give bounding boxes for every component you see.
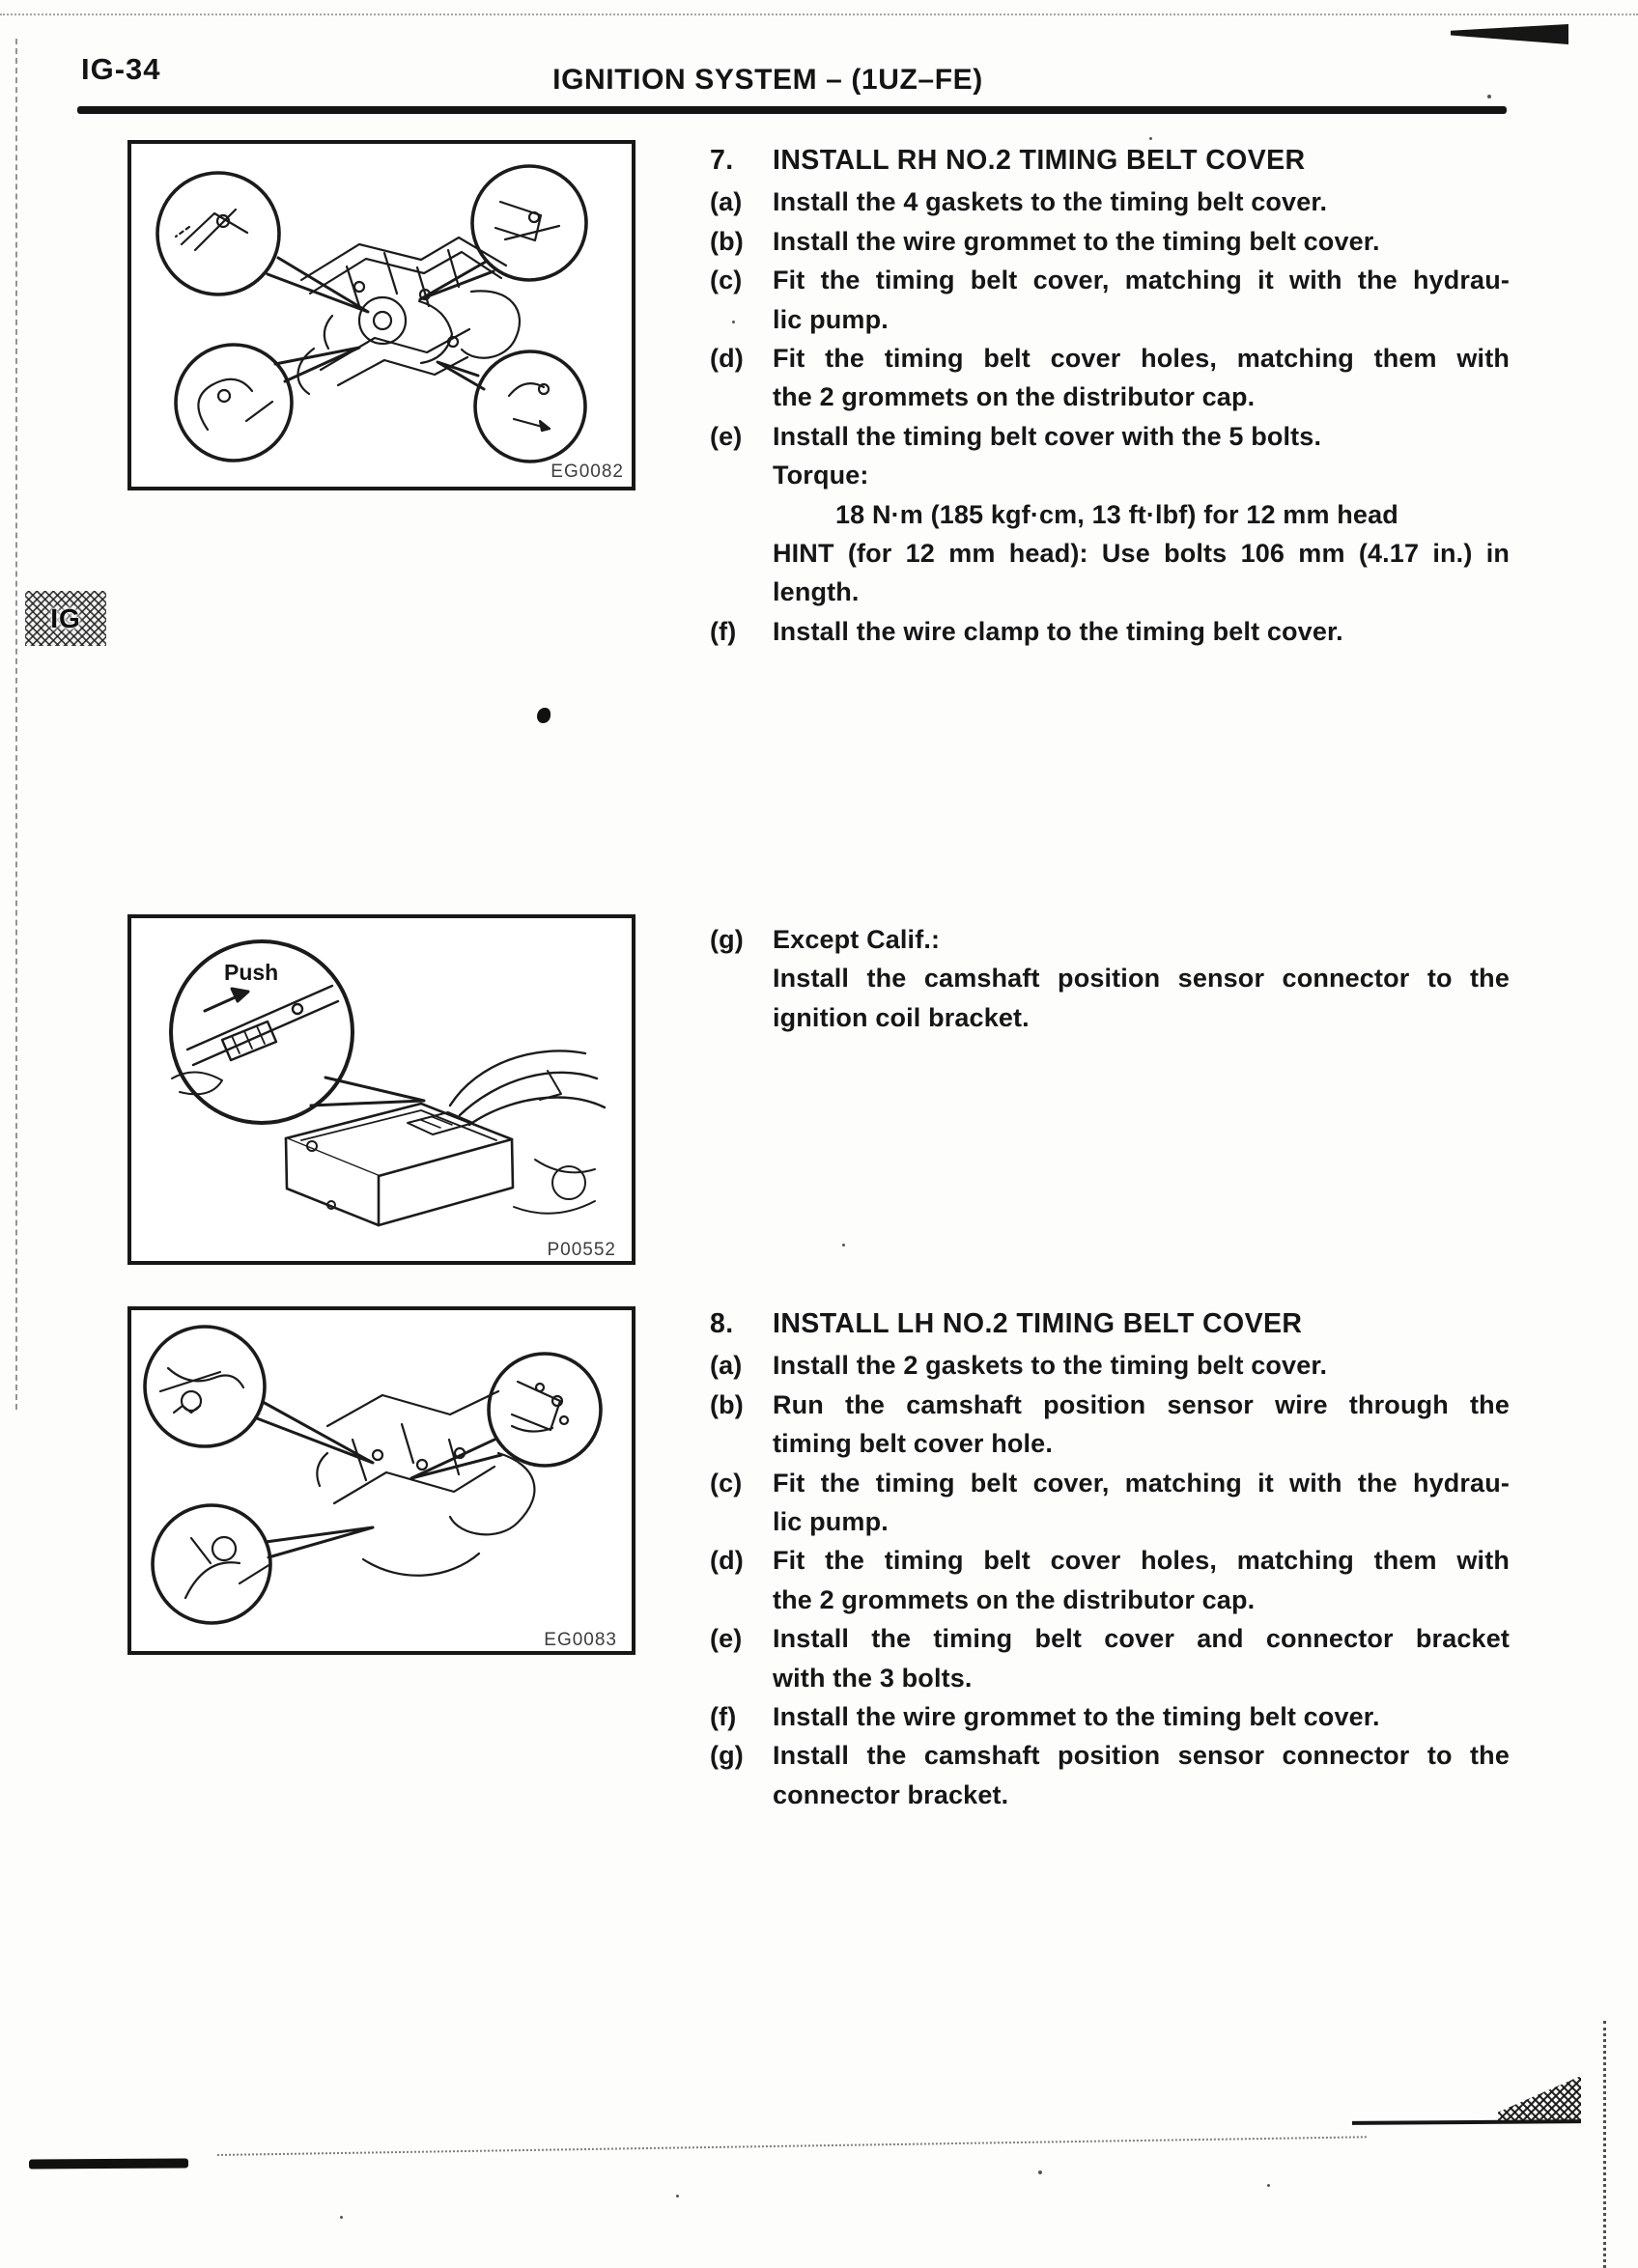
item-label: (a): [710, 187, 743, 217]
item-line: the 2 grommets on the distributor cap.: [773, 1584, 1256, 1614]
callout-circle: [489, 1354, 601, 1466]
item-text: [773, 1304, 1510, 1343]
item-line: Fit the timing belt cover, matching it with the hydrau-: [773, 266, 1510, 295]
item-label: (e): [710, 1624, 743, 1654]
push-label: Push: [224, 960, 279, 985]
scan-speck: [1487, 95, 1491, 98]
footer-rule-dotted: [217, 2136, 1367, 2156]
item-line: Fit the timing belt cover holes, matching them with: [773, 1546, 1510, 1576]
instruction-item: [710, 1464, 1510, 1542]
engine-illustration-rh-cover: [131, 144, 632, 487]
scan-speck: [1267, 2184, 1270, 2187]
item-line: Install the timing belt cover and connector bracket: [773, 1624, 1510, 1654]
instruction-item: [710, 261, 1510, 339]
footer-rule-right: [1352, 2119, 1581, 2125]
item-line: Install the 4 gaskets to the timing belt cover.: [773, 187, 1328, 217]
figure-rh-timing-belt-cover: [127, 140, 635, 490]
callout-circle: [472, 166, 586, 280]
item-label: (d): [710, 344, 744, 374]
section-tab: [25, 591, 106, 646]
item-line: Install the camshaft position sensor connector to the: [773, 964, 1510, 994]
instruction-item: [710, 612, 1510, 651]
callout-circle: [475, 351, 585, 462]
connector-illustration: [131, 918, 632, 1261]
item-line: HINT (for 12 mm head): Use bolts 106 mm (4.17 in.) in: [773, 539, 1510, 569]
item-label: (g): [710, 925, 744, 954]
item-line: Install the timing belt cover with the 5 bolts.: [773, 421, 1322, 451]
instruction-item: [710, 1346, 1510, 1385]
item-label: (f): [710, 1702, 737, 1732]
section-install-rh-no2-timing-belt-cover: [710, 141, 1510, 651]
item-label: (c): [710, 266, 743, 295]
scan-speck: [842, 1244, 845, 1246]
section-number: 7.: [710, 145, 734, 176]
item-text: [773, 1464, 1510, 1542]
section-heading: [710, 141, 1510, 180]
instruction-item: [710, 920, 1510, 1037]
item-text: [773, 261, 1510, 339]
figure-code: P00552: [547, 1240, 616, 1260]
section-title: INSTALL LH NO.2 TIMING BELT COVER: [773, 1308, 1303, 1339]
item-line: Install the 2 gaskets to the timing belt cover.: [773, 1351, 1328, 1381]
ecu-line-art: [286, 1104, 513, 1225]
scan-noise-top-edge: [0, 14, 1638, 15]
item-line: Install the wire grommet to the timing belt cover.: [773, 226, 1380, 256]
callout-circle: [153, 1505, 270, 1623]
item-label: (b): [710, 226, 744, 256]
item-label: (f): [710, 616, 737, 646]
push-arrow-icon: [205, 989, 248, 1011]
item-line: Fit the timing belt cover holes, matching them with: [773, 344, 1510, 374]
scan-speck: [676, 2195, 679, 2198]
item-line: timing belt cover hole.: [773, 1429, 1053, 1459]
item-line: Torque:: [773, 461, 869, 490]
instruction-item: [710, 222, 1510, 261]
item-line: Install the wire clamp to the timing belt cover.: [773, 616, 1343, 646]
scan-noise-left-edge: [15, 39, 17, 1410]
item-line: lic pump.: [773, 1507, 889, 1537]
instruction-item: [710, 1619, 1510, 1697]
page-number: IG-34: [81, 52, 161, 86]
item-label: (b): [710, 1389, 744, 1419]
item-text: [773, 417, 1510, 612]
figure-camshaft-sensor-connector: [127, 914, 635, 1265]
callout-circle: [145, 1327, 265, 1446]
footer-rule-segment: [29, 2158, 188, 2169]
item-line: connector bracket.: [773, 1779, 1009, 1809]
item-line: Install the wire grommet to the timing belt cover.: [773, 1702, 1380, 1732]
item-label: (c): [710, 1468, 743, 1498]
figure-code: EG0083: [544, 1630, 617, 1650]
item-text: [773, 182, 1510, 221]
item-line: ignition coil bracket.: [773, 1002, 1030, 1032]
callout-leaders: [257, 1402, 501, 1557]
item-line: Run the camshaft position sensor wire through the: [773, 1389, 1510, 1419]
instruction-item: [710, 417, 1510, 612]
scan-artifact-bottom-right: [1498, 2076, 1581, 2121]
scan-artifact-top-right: [1451, 24, 1568, 44]
item-line: lic pump.: [773, 304, 889, 334]
item-line: Install the camshaft position sensor connector to the: [773, 1741, 1510, 1771]
scan-noise-right-edge: [1603, 2021, 1606, 2268]
section-except-calif: [710, 920, 1510, 1037]
instruction-item: [710, 339, 1510, 417]
header-rule: [77, 106, 1507, 114]
scan-speck: [340, 2216, 343, 2219]
item-text: [773, 1619, 1510, 1697]
engine-line-art: [160, 1368, 568, 1598]
item-text: [773, 1346, 1510, 1385]
callout-circle: [176, 345, 292, 461]
section-install-lh-no2-timing-belt-cover: [710, 1304, 1510, 1814]
item-line: 18 N·m (185 kgf·cm, 13 ft·lbf) for 12 mm head: [835, 499, 1398, 529]
item-label: (e): [710, 421, 743, 451]
section-title: INSTALL RH NO.2 TIMING BELT COVER: [773, 145, 1306, 176]
engine-line-art: [176, 202, 559, 431]
item-line: Except Calif.:: [773, 925, 941, 954]
header-title: IGNITION SYSTEM – (1UZ–FE): [552, 64, 983, 96]
section-number: 8.: [710, 1308, 734, 1339]
instruction-item: [710, 182, 1510, 221]
item-label: (g): [710, 1741, 744, 1771]
ink-blot: [537, 708, 551, 723]
figure-code: EG0082: [551, 462, 624, 482]
scan-speck: [1038, 2170, 1042, 2174]
section-heading: [710, 1304, 1510, 1343]
item-text: [773, 1697, 1510, 1736]
item-text: [773, 1386, 1510, 1464]
instruction-item: [710, 1736, 1510, 1814]
scan-speck: [1149, 137, 1152, 140]
callout-circle: [157, 173, 279, 294]
item-text: [773, 920, 1510, 1037]
item-text: [773, 1736, 1510, 1814]
item-text: [773, 141, 1510, 180]
figure-lh-timing-belt-cover: [127, 1306, 635, 1655]
engine-illustration-lh-cover: [131, 1310, 632, 1651]
item-line: length.: [773, 577, 860, 607]
instruction-item: [710, 1386, 1510, 1464]
connector-inset-art: [172, 986, 338, 1094]
instruction-item: [710, 1541, 1510, 1619]
item-text: [773, 339, 1510, 417]
instruction-item: [710, 1697, 1510, 1736]
item-line: the 2 grommets on the distributor cap.: [773, 382, 1256, 412]
item-label: (d): [710, 1546, 744, 1576]
section-tab-label: IG: [50, 602, 81, 633]
callout-leaders: [268, 258, 494, 389]
item-line: Fit the timing belt cover, matching it with the hydrau-: [773, 1468, 1510, 1498]
item-text: [773, 222, 1510, 261]
item-label: (a): [710, 1351, 743, 1381]
item-text: [773, 1541, 1510, 1619]
item-line: with the 3 bolts.: [773, 1663, 973, 1693]
item-text: [773, 612, 1510, 651]
